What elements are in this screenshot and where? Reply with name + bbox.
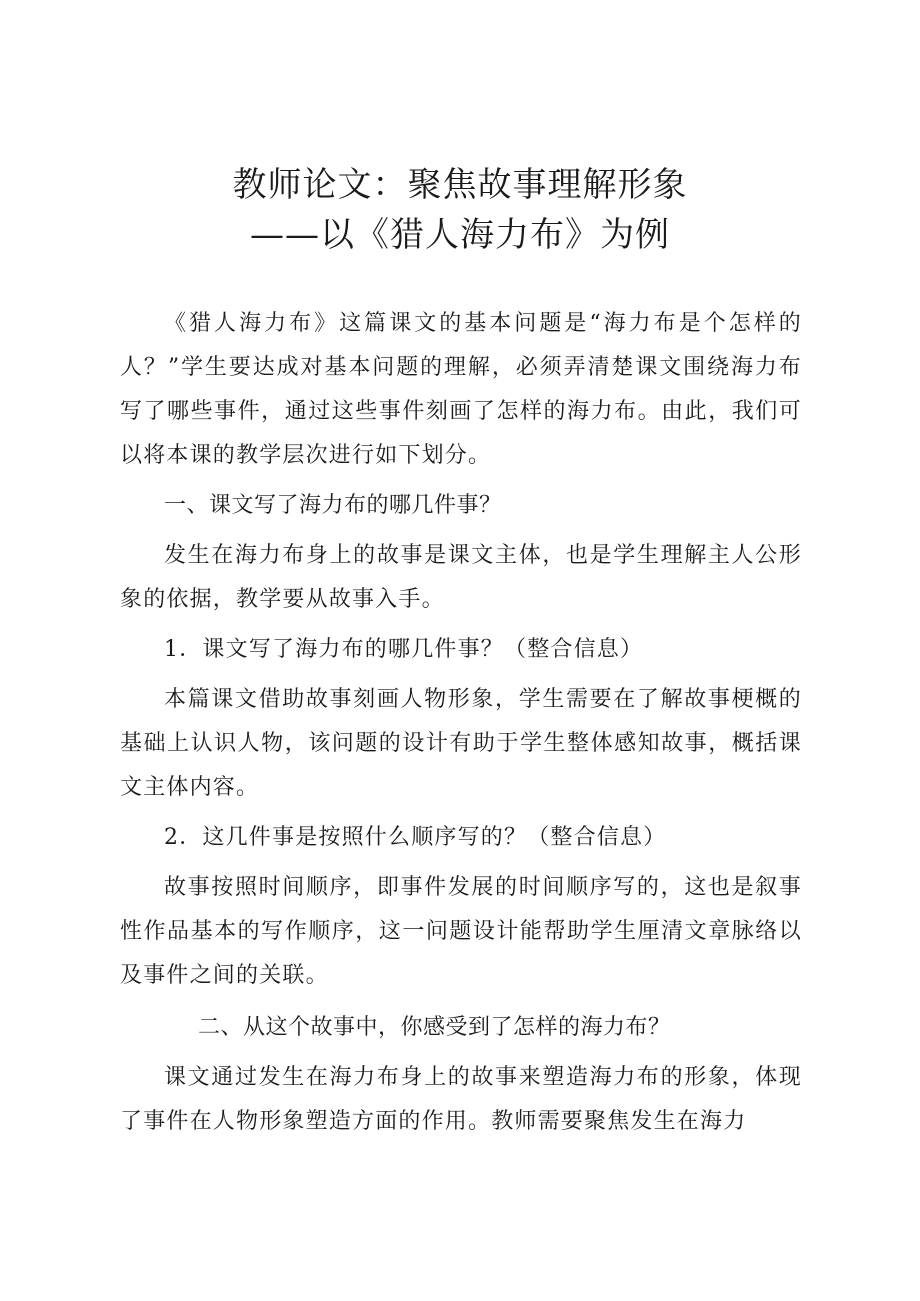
section-2-heading: 二、从这个故事中，你感受到了怎样的海力布？ [198,1015,671,1040]
page-title: 教师论文：聚焦故事理解形象 [232,165,688,205]
section-1-paragraph: 发生在海力布身上的故事是课文主体，也是学生理解主人公形象的依据，教学要从故事入手。 [120,543,802,612]
document-body [120,302,802,1150]
item-2-title: 2．这几件事是按照什么顺序写的？（整合信息） [164,825,667,850]
page-subtitle: ——以《猎人海力布》为例 [250,215,670,255]
title-block [0,160,920,260]
intro-paragraph: 《猎人海力布》这篇课文的基本问题是“海力布是个怎样的人？”学生要达成对基本问题的理解，必须弄清楚课文围绕海力布写了哪些事件，通过这些事件刻画了怎样的海力布。由此，我们可以将本课的教学层次进行如下划分。 [120,311,802,468]
section-1-heading: 一、课文写了海力布的哪几件事？ [164,493,502,518]
item-1-paragraph: 本篇课文借助故事刻画人物形象，学生需要在了解故事梗概的基础上认识人物，该问题的设计有助于学生整体感知故事，概括课文主体内容。 [120,687,802,800]
item-1-title: 1．课文写了海力布的哪几件事？（整合信息） [164,637,644,662]
section-2-paragraph: 课文通过发生在海力布身上的故事来塑造海力布的形象，体现了事件在人物形象塑造方面的作用。教师需要聚焦发生在海力 [120,1065,802,1134]
item-2-paragraph: 故事按照时间顺序，即事件发展的时间顺序写的，这也是叙事性作品基本的写作顺序，这一问题设计能帮助学生厘清文章脉络以及事件之间的关联。 [120,875,802,988]
